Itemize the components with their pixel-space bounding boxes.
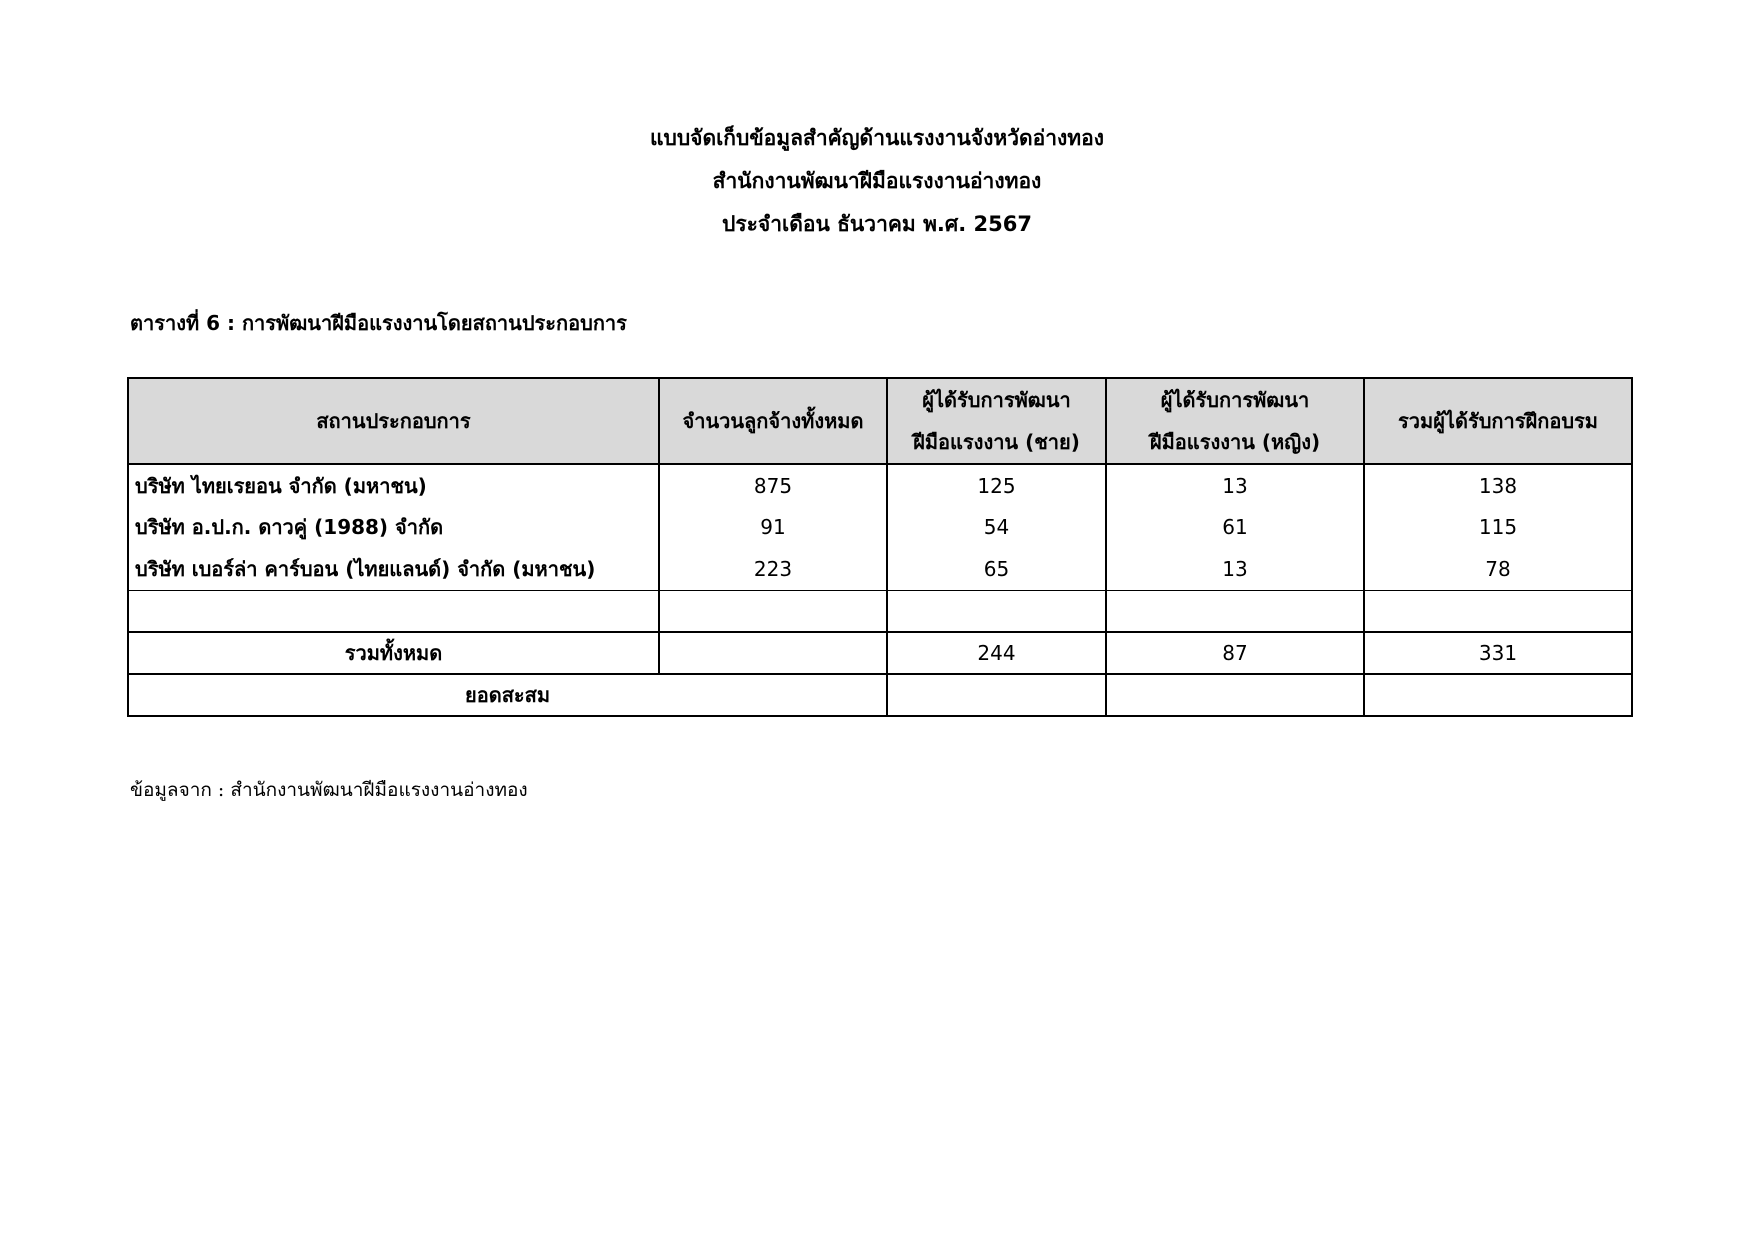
header-total-trained: รวมผู้ได้รับการฝึกอบรม <box>1364 378 1632 464</box>
empty-cell <box>887 590 1106 632</box>
row-male: 65 <box>887 548 1106 590</box>
training-table <box>127 377 1633 717</box>
total-female: 87 <box>1106 632 1364 674</box>
row-female: 13 <box>1106 548 1364 590</box>
header-male-line2: ฝีมือแรงงาน (ชาย) <box>913 430 1080 454</box>
table-row <box>128 464 1632 506</box>
report-office: สำนักงานพัฒนาฝีมือแรงงานอ่างทอง <box>712 169 1042 193</box>
cumulative-female <box>1106 674 1364 716</box>
total-male: 244 <box>887 632 1106 674</box>
header-female-line1: ผู้ได้รับการพัฒนา <box>1160 388 1310 412</box>
cumulative-male <box>887 674 1106 716</box>
row-establishment: บริษัท ไทยเรยอน จำกัด (มหาชน) <box>128 464 659 506</box>
row-total: 78 <box>1364 548 1632 590</box>
header-female-trained <box>1106 378 1364 464</box>
row-female: 61 <box>1106 506 1364 548</box>
total-employees <box>659 632 887 674</box>
row-employees: 223 <box>659 548 887 590</box>
data-source-note: ข้อมูลจาก : สำนักงานพัฒนาฝีมือแรงงานอ่างทอง <box>130 779 528 801</box>
cumulative-row <box>128 674 1632 716</box>
row-female: 13 <box>1106 464 1364 506</box>
row-total: 115 <box>1364 506 1632 548</box>
table-caption: ตารางที่ 6 : การพัฒนาฝีมือแรงงานโดยสถานประกอบการ <box>130 311 627 335</box>
header-employees: จำนวนลูกจ้างทั้งหมด <box>659 378 887 464</box>
table-row <box>128 548 1632 590</box>
header-establishment: สถานประกอบการ <box>128 378 659 464</box>
empty-row <box>128 590 1632 632</box>
header-male-trained <box>887 378 1106 464</box>
row-establishment: บริษัท อ.ป.ก. ดาวคู่ (1988) จำกัด <box>128 506 659 548</box>
row-employees: 91 <box>659 506 887 548</box>
cumulative-total <box>1364 674 1632 716</box>
row-total: 138 <box>1364 464 1632 506</box>
report-period: ประจำเดือน ธันวาคม พ.ศ. 2567 <box>722 212 1032 236</box>
report-title: แบบจัดเก็บข้อมูลสำคัญด้านแรงงานจังหวัดอ่างทอง <box>649 126 1105 150</box>
empty-cell <box>1106 590 1364 632</box>
total-label: รวมทั้งหมด <box>128 632 659 674</box>
empty-cell <box>659 590 887 632</box>
table-row <box>128 506 1632 548</box>
row-male: 54 <box>887 506 1106 548</box>
header-female-line2: ฝีมือแรงงาน (หญิง) <box>1149 430 1321 454</box>
header-male-line1: ผู้ได้รับการพัฒนา <box>922 388 1071 412</box>
row-employees: 875 <box>659 464 887 506</box>
empty-cell <box>128 590 659 632</box>
row-establishment: บริษัท เบอร์ล่า คาร์บอน (ไทยแลนด์) จำกัด (มหาชน) <box>128 548 659 590</box>
cumulative-label: ยอดสะสม <box>128 674 887 716</box>
total-total: 331 <box>1364 632 1632 674</box>
table-header-row <box>128 378 1632 464</box>
total-row <box>128 632 1632 674</box>
empty-cell <box>1364 590 1632 632</box>
row-male: 125 <box>887 464 1106 506</box>
